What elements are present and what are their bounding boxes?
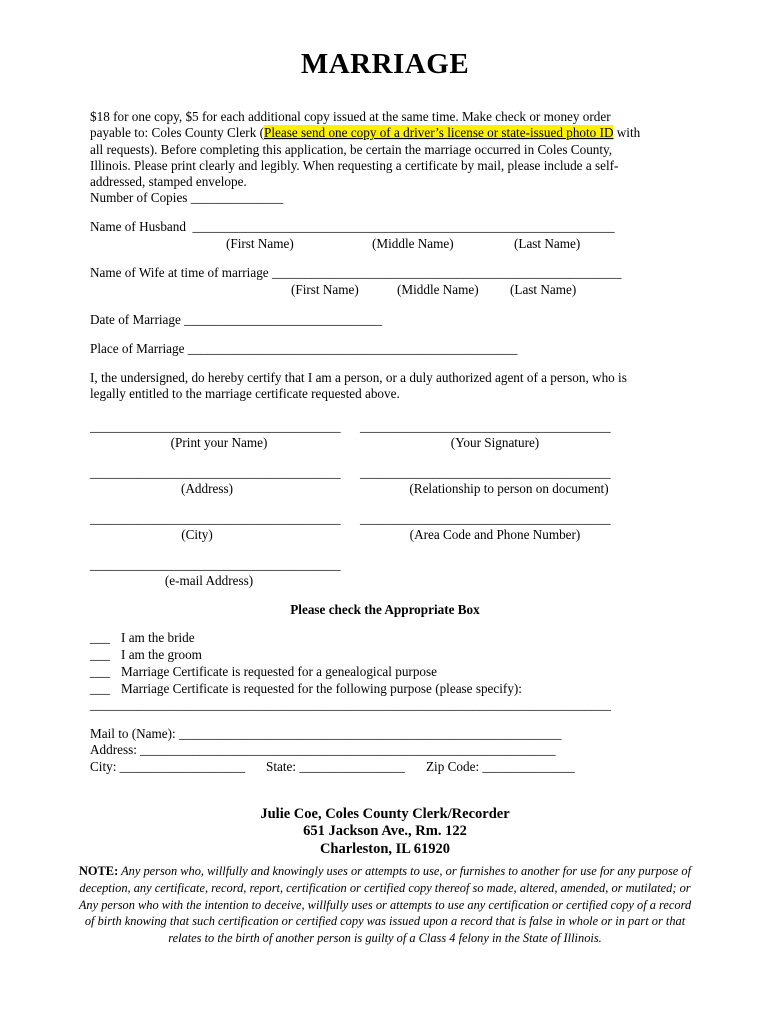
husband-first-name-caption: (First Name) — [226, 236, 294, 251]
intro-line-4: Illinois. Please print clearly and legibly. When requesting a certificate by mail, please include a self- — [90, 158, 619, 173]
intro-line-3: all requests). Before completing this application, be certain the marriage occurred in Coles County, — [90, 142, 613, 157]
date-of-marriage-field[interactable]: Date of Marriage ______________________________ — [90, 312, 382, 327]
signature-line[interactable]: ______________________________________ — [360, 419, 611, 434]
phone-line[interactable]: ______________________________________ — [360, 511, 611, 526]
groom-label: I am the groom — [121, 647, 202, 662]
other-purpose-checkbox[interactable]: ___ — [90, 681, 110, 696]
check-box-heading: Please check the Appropriate Box — [290, 602, 480, 617]
wife-name-field[interactable]: Name of Wife at time of marriage _____________________________________________________ — [90, 265, 622, 280]
legal-note — [78, 863, 692, 947]
wife-first-name-caption: (First Name) — [291, 282, 359, 297]
mail-zip-field[interactable]: Zip Code: ______________ — [426, 759, 575, 774]
photo-id-highlight: Please send one copy of a driver’s license or state-issued photo ID — [263, 125, 614, 140]
city-caption: (City) — [181, 527, 213, 542]
certify-line-2: legally entitled to the marriage certificate requested above. — [90, 386, 400, 401]
genealogical-label: Marriage Certificate is requested for a genealogical purpose — [121, 664, 437, 679]
bride-checkbox[interactable]: ___ — [90, 630, 110, 645]
mail-address-field[interactable]: Address: _______________________________________________________________ — [90, 742, 556, 757]
clerk-street: 651 Jackson Ave., Rm. 122 — [303, 823, 467, 839]
signature-caption: (Your Signature) — [450, 435, 540, 450]
relationship-line[interactable]: ______________________________________ — [360, 465, 611, 480]
intro-line-2 — [90, 125, 640, 141]
husband-name-field[interactable]: Name of Husband ________________________________________________________________ — [90, 219, 615, 234]
groom-checkbox[interactable]: ___ — [90, 647, 110, 662]
mail-to-name-field[interactable]: Mail to (Name): __________________________________________________________ — [90, 726, 562, 741]
intro-line-2-pre: payable to: Coles County Clerk ( — [90, 125, 264, 140]
specify-purpose-line[interactable]: _______________________________________________________________________________ — [90, 697, 611, 712]
other-purpose-label: Marriage Certificate is requested for the following purpose (please specify): — [121, 681, 522, 696]
email-line[interactable]: ______________________________________ — [90, 557, 341, 572]
print-name-caption: (Print your Name) — [170, 435, 268, 450]
note-label: NOTE: — [78, 864, 119, 878]
intro-line-2-post: with — [613, 125, 641, 140]
number-of-copies-field[interactable]: Number of Copies ______________ — [90, 190, 284, 205]
form-title: MARRIAGE — [300, 48, 470, 80]
clerk-name: Julie Coe, Coles County Clerk/Recorder — [260, 806, 510, 822]
note-text: Any person who, willfully and knowingly uses or attempts to use, or furnishes to another for use for any purpose of deception, any certificate, record, report, certification or certified copy thereof so made, altered, amended, or mutilated; or Any person who with the intention to deceive, willfully uses or attempts to use any certification or certified copy of a record of birth knowing that such certification or certified copy was issued upon a record that is false in whole or in part or that relates to the birth of another person is guilty of a Class 4 felony in the State of Illinois. — [78, 864, 692, 946]
wife-last-name-caption: (Last Name) — [510, 282, 577, 297]
husband-last-name-caption: (Last Name) — [514, 236, 581, 251]
husband-middle-name-caption: (Middle Name) — [372, 236, 454, 251]
city-line[interactable]: ______________________________________ — [90, 511, 341, 526]
print-name-line[interactable]: ______________________________________ — [90, 419, 341, 434]
mail-state-field[interactable]: State: ________________ — [266, 759, 405, 774]
intro-line-5: addressed, stamped envelope. — [90, 174, 247, 189]
relationship-caption: (Relationship to person on document) — [409, 481, 609, 496]
phone-caption: (Area Code and Phone Number) — [409, 527, 581, 542]
place-of-marriage-field[interactable]: Place of Marriage __________________________________________________ — [90, 341, 518, 356]
address-caption: (Address) — [180, 481, 233, 496]
clerk-city: Charleston, IL 61920 — [319, 841, 451, 857]
certify-line-1: I, the undersigned, do hereby certify that I am a person, or a duly authorized agent of a person, who is — [90, 370, 627, 385]
email-caption: (e-mail Address) — [164, 573, 254, 588]
intro-line-1: $18 for one copy, $5 for each additional copy issued at the same time. Make check or money order — [90, 109, 611, 124]
wife-middle-name-caption: (Middle Name) — [397, 282, 479, 297]
bride-label: I am the bride — [121, 630, 195, 645]
address-line[interactable]: ______________________________________ — [90, 465, 341, 480]
mail-city-field[interactable]: City: ___________________ — [90, 759, 245, 774]
genealogical-checkbox[interactable]: ___ — [90, 664, 110, 679]
